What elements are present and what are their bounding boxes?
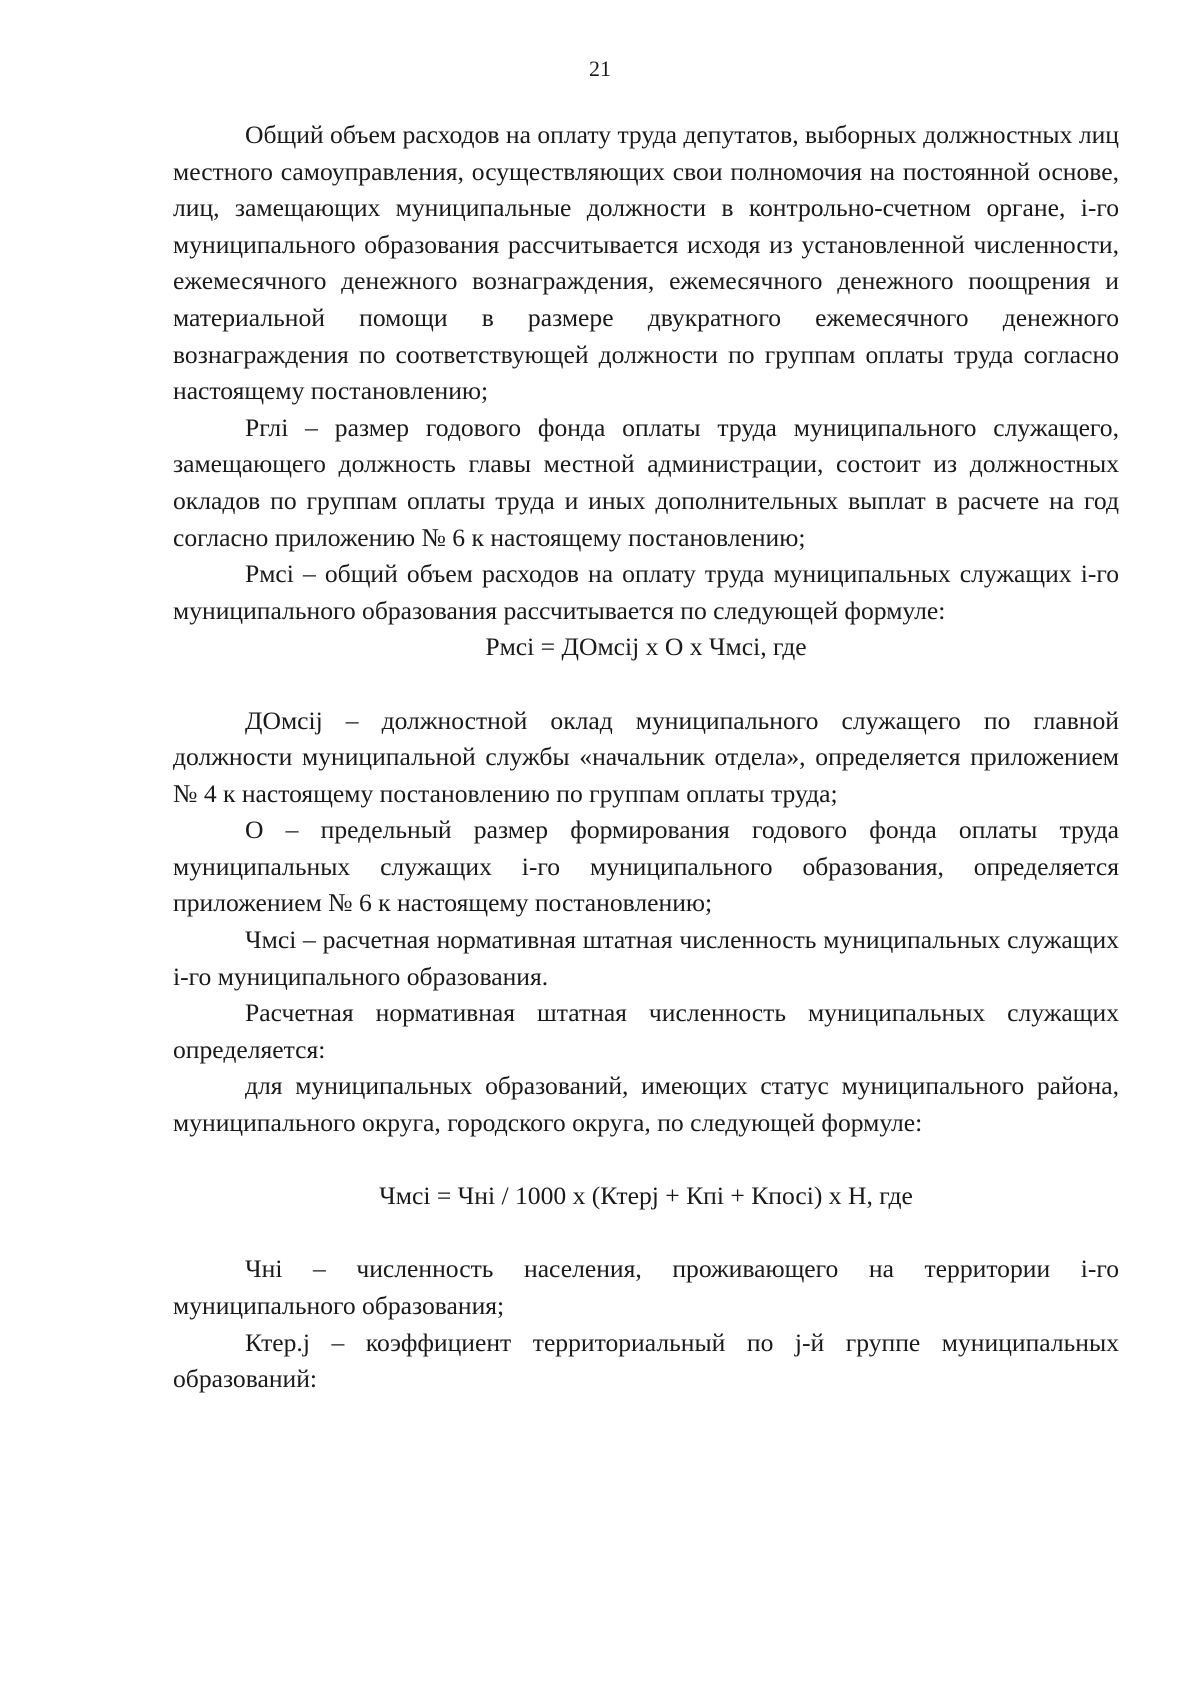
paragraph-rmsi-definition: Рмсi – общий объем расходов на оплату труда муниципальных служащих i-го муниципального образования рассчитывается по следующей формуле:: [173, 559, 1119, 625]
paragraph-domsij-definition: ДОмсij – должностной оклад муниципального служащего по главной должности муниципальной службы «начальник отдела», определяется приложением № 4 к настоящему постановлению по группам оплаты труда;: [173, 705, 1119, 808]
paragraph-municipal-district-formula-intro: для муниципальных образований, имеющих статус муниципального района, муниципального округа, городского округа, по следующей формуле:: [173, 1071, 1119, 1138]
formula-chmsi: Чмсi = Чнi / 1000 х (Ктерj + Кпi + Кпосi) х Н, где: [379, 1181, 913, 1211]
paragraph-chni-definition: Чнi – численность населения, проживающего на территории i-го муниципального образования;: [173, 1254, 1119, 1320]
formula-rmsi: Рмсi = ДОмсij х О х Чмсi, где: [485, 632, 807, 662]
document-body: [173, 117, 1119, 1398]
paragraph-o-definition: О – предельный размер формирования годового фонда оплаты труда муниципальных служащих i-го муниципального образования, определяется приложением № 6 к настоящему постановлению;: [173, 815, 1119, 918]
paragraph-chmsi-definition: Чмсi – расчетная нормативная штатная численность муниципальных служащих i-го муниципального образования.: [173, 925, 1119, 991]
paragraph-total-expenses-deputies: Общий объем расходов на оплату труда депутатов, выборных должностных лиц местного самоуправления, осуществляющих свои полномочия на постоянной основе, лиц, замещающих муниципальные должности в контрольно-счетном органе, i-го муниципального образования рассчитывается исходя из установленной численности, ежемесячного денежного вознаграждения, ежемесячного денежного поощрения и материальной помощи в размере двукратного ежемесячного денежного вознаграждения по соответствующей должности по группам оплаты труда согласно настоящему постановлению;: [173, 120, 1119, 406]
page-number: 21: [589, 56, 611, 81]
paragraph-rgli-definition: Рглi – размер годового фонда оплаты труда муниципального служащего, замещающего должность главы местной администрации, состоит из должностных окладов по группам оплаты труда и иных дополнительных выплат в расчете на год согласно приложению № 6 к настоящему постановлению;: [173, 412, 1119, 552]
paragraph-staff-count-intro: Расчетная нормативная штатная численность муниципальных служащих определяется:: [173, 998, 1119, 1064]
paragraph-kter-definition: Ктер.j – коэффициент территориальный по j-й группе муниципальных образований:: [173, 1327, 1119, 1394]
